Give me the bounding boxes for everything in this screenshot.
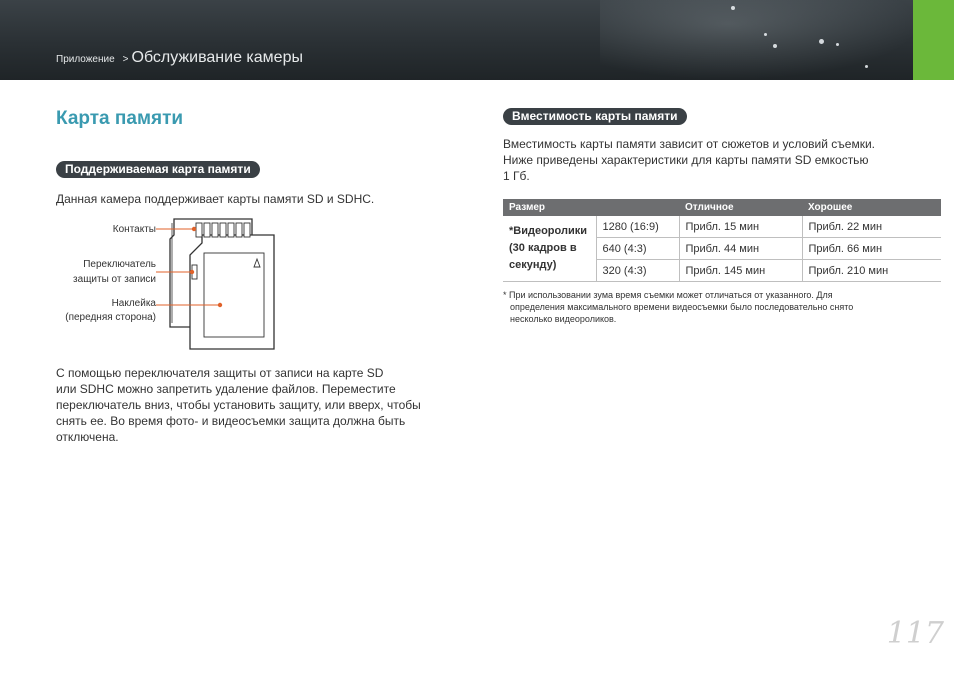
breadcrumb-parent: Приложение xyxy=(56,54,115,65)
header-sparkle xyxy=(865,65,868,68)
footnote-line: * При использовании зума время съемки может отличаться от указанного. Для xyxy=(503,290,833,300)
header-sparkle xyxy=(836,43,839,46)
group-label-video xyxy=(503,216,596,282)
protection-paragraph xyxy=(56,365,466,445)
header-good: Хорошее xyxy=(802,199,941,216)
header-sparkle xyxy=(731,6,735,10)
chapter-tab xyxy=(913,0,954,80)
header-sparkle xyxy=(764,33,767,36)
paragraph-line: или SDHC можно запретить удаление файлов. Переместите xyxy=(56,382,396,396)
capacity-table xyxy=(503,199,941,282)
footnote-line: определения максимального времени видеосъемки было последовательно снято xyxy=(510,302,854,312)
breadcrumb xyxy=(56,49,303,67)
capacity-paragraph xyxy=(503,136,943,184)
label-switch-line2: защиты от записи xyxy=(73,274,156,285)
cell-size: 320 (4:3) xyxy=(596,260,679,282)
cell-good: Прибл. 210 мин xyxy=(802,260,941,282)
section-label-capacity: Вместимость карты памяти xyxy=(503,108,687,125)
label-sticker-line2: (передняя сторона) xyxy=(65,312,156,323)
section-label-supported-card: Поддерживаемая карта памяти xyxy=(56,161,260,178)
cell-excellent: Прибл. 145 мин xyxy=(679,260,802,282)
paragraph-line: 1 Гб. xyxy=(503,169,530,183)
cell-size: 640 (4:3) xyxy=(596,238,679,260)
label-switch-line1: Переключатель xyxy=(83,259,156,270)
paragraph-line: снять ее. Во время фото- и видеосъемки защита должна быть xyxy=(56,414,406,428)
header-excellent: Отличное xyxy=(679,199,802,216)
table-row xyxy=(503,216,941,238)
page-header xyxy=(0,0,954,80)
header-size: Размер xyxy=(503,199,679,216)
sd-card-diagram xyxy=(156,215,286,355)
cell-good: Прибл. 66 мин xyxy=(802,238,941,260)
page-title: Карта памяти xyxy=(56,108,184,129)
cell-excellent: Прибл. 15 мин xyxy=(679,216,802,238)
breadcrumb-separator: > xyxy=(122,54,129,65)
cell-size: 1280 (16:9) xyxy=(596,216,679,238)
footnote-line: несколько видеороликов. xyxy=(510,314,617,324)
contacts-pins xyxy=(196,223,250,237)
intro-text: Данная камера поддерживает карты памяти SD и SDHC. xyxy=(56,192,375,206)
paragraph-line: Ниже приведены характеристики для карты памяти SD емкостью xyxy=(503,153,869,167)
group-label-line: (30 кадров в xyxy=(509,242,577,254)
breadcrumb-current: Обслуживание камеры xyxy=(131,49,303,66)
label-contacts: Контакты xyxy=(112,224,156,235)
group-label-line: *Видеоролики xyxy=(509,225,587,237)
table-header-row xyxy=(503,199,941,216)
paragraph-line: переключатель вниз, чтобы установить защиту, или вверх, чтобы xyxy=(56,398,421,412)
header-sparkle xyxy=(819,39,824,44)
footnote xyxy=(503,289,903,325)
paragraph-line: Вместимость карты памяти зависит от сюжетов и условий съемки. xyxy=(503,137,875,151)
paragraph-line: отключена. xyxy=(56,430,119,444)
cell-excellent: Прибл. 44 мин xyxy=(679,238,802,260)
group-label-line: секунду) xyxy=(509,259,557,271)
header-sparkle xyxy=(773,44,777,48)
paragraph-line: С помощью переключателя защиты от записи на карте SD xyxy=(56,366,384,380)
cell-good: Прибл. 22 мин xyxy=(802,216,941,238)
page-number: 117 xyxy=(886,616,944,651)
label-sticker-line1: Наклейка xyxy=(111,298,156,309)
